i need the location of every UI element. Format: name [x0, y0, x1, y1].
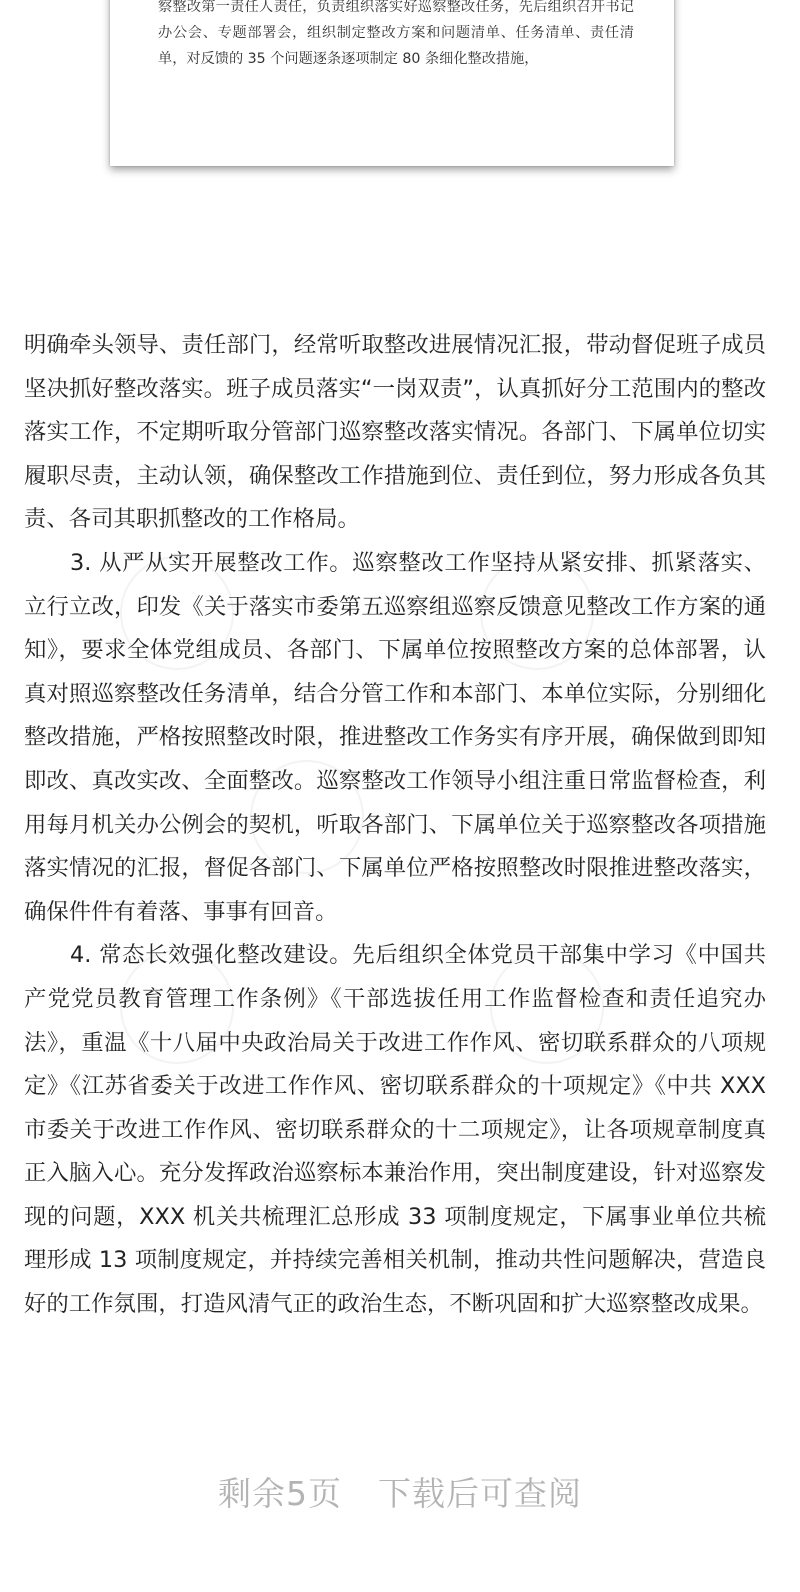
paragraph-strict-rectification: 3. 从严从实开展整改工作。巡察整改工作坚持从紧安排、抓紧落实、立行立改，印发《关于落实市委第五巡察组巡察反馈意见整改工作方案的通知》，要求全体党组成员、各部门、下属单位按照整改方案的总体部署，认真对照巡察整改任务清单，结合分管工作和本部门、本单位实际，分别细化整改措施，严格按照整改时限，推进整改工作务实有序开展，确保做到即知即改、真改实改、全面整改。巡察整改工作领导小组注重日常监督检查，利用每月机关办公例会的契机，听取各部门、下属单位关于巡察整改各项措施落实情况的汇报，督促各部门、下属单位严格按照整改时限推进整改落实，确保件件有着落、事事有回音。 — [24, 549, 766, 925]
download-to-read-text[interactable]: 下载后可查阅 — [378, 1474, 582, 1513]
paragraph-long-term-construction: 4. 常态长效强化整改建设。先后组织全体党员干部集中学习《中国共产党党员教育管理工作条例》《干部选拔任用工作监督检查和责任追究办法》，重温《十八届中央政治局关于改进工作作风、密切联系群众的八项规定》《江苏省委关于改进工作作风、密切联系群众的十项规定》《中共 XXX 市委关于改进工作作风、密切联系群众的十二项规定》，让各项规章制度真正入脑入心。充分发挥政治巡察标本兼治作用，突出制度建设，针对巡察发现的问题，XXX 机关共梳理汇总形成 33 项制度规定，下属事业单位共梳理形成 13 项制度规定，并持续完善相关机制，推动共性问题解决，营造良好的工作氛围，打造风清气正的政治生态，不断巩固和扩大巡察整改成果。 — [24, 942, 766, 1318]
remaining-pages-text: 剩余5页 — [218, 1474, 342, 1513]
download-prompt-banner[interactable] — [0, 1468, 800, 1515]
preview-page-card — [110, 0, 674, 166]
document-body — [24, 324, 766, 1327]
paragraph-responsibility: 明确牵头领导、责任部门，经常听取整改进展情况汇报，带动督促班子成员坚决抓好整改落实。班子成员落实“一岗双责”，认真抓好分工范围内的整改落实工作，不定期听取分管部门巡察整改落实情况。各部门、下属单位切实履职尽责，主动认领，确保整改工作措施到位、责任到位，努力形成各负其责、各司其职抓整改的工作格局。 — [24, 332, 766, 533]
preview-page-text: 察整改第一责任人责任，负责组织落实好巡察整改任务，先后组织召开书记办公会、专题部署会，组织制定整改方案和问题清单、任务清单、责任清单，对反馈的 35 个问题逐条逐项制定 80 条细化整改措施， — [158, 0, 634, 67]
